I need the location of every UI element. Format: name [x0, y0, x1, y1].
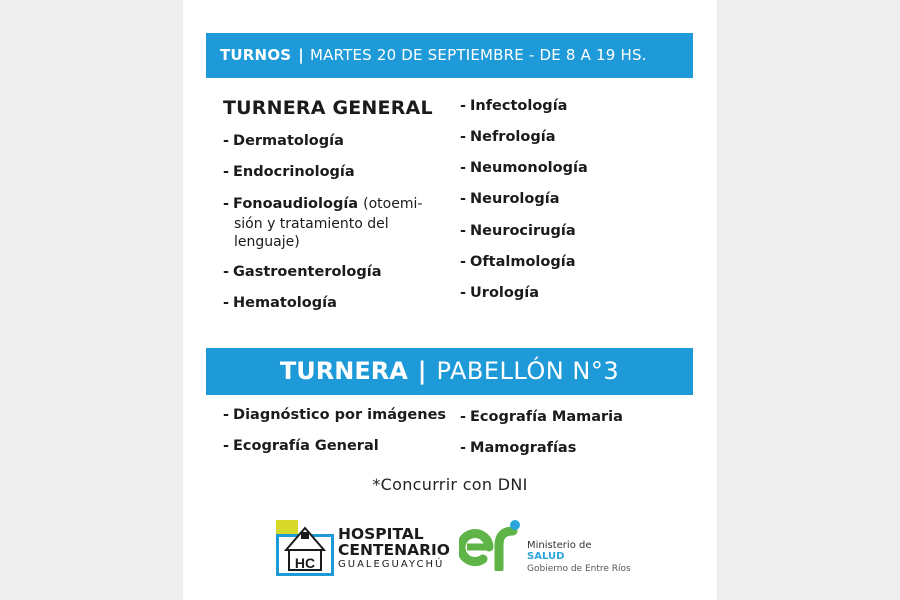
entre-rios-logo-icon: [459, 519, 529, 571]
list-item-neurocirugia: [460, 223, 576, 239]
list-item-diagnostico: [223, 407, 446, 423]
list-dash: -: [460, 440, 467, 456]
list-dash: -: [460, 254, 467, 270]
list-item-dermatologia: [223, 133, 344, 149]
list-item-ecografia-mamaria: [460, 409, 623, 425]
list-dash: -: [223, 407, 230, 423]
list-dash: -: [460, 223, 467, 239]
list-dash: -: [223, 295, 230, 311]
list-item-neurologia: [460, 191, 560, 207]
list-item-label: Endocrinología: [233, 164, 355, 180]
pabellon-text: PABELLÓN N°3: [436, 357, 620, 385]
list-dash: -: [460, 409, 467, 425]
list-dash: -: [460, 285, 467, 301]
list-item-neumonologia: [460, 160, 588, 176]
banner-separator: |: [417, 357, 427, 385]
list-item-label: Neurocirugía: [470, 223, 576, 239]
turnos-date-text: MARTES 20 DE SEPTIEMBRE - DE 8 A 19 HS.: [309, 46, 647, 64]
list-dash: -: [460, 129, 467, 145]
list-item-label: Dermatología: [233, 133, 344, 149]
list-item-label: Mamografías: [470, 440, 577, 456]
fono-note-line2: sión y tratamiento del: [234, 216, 389, 232]
pabellon-banner: [206, 348, 693, 395]
list-item-label: Infectología: [470, 98, 568, 114]
list-dash: -: [460, 191, 467, 207]
hospital-logo-icon: [276, 520, 334, 576]
list-item-label: Fonoaudiología: [233, 196, 359, 212]
list-item-ecografia-general: [223, 438, 379, 454]
list-item-label: Gastroenterología: [233, 264, 382, 280]
list-dash: -: [460, 160, 467, 176]
list-item-oftalmologia: [460, 254, 576, 270]
hospital-name-line1: HOSPITAL: [338, 525, 424, 543]
list-item-label: Neurología: [470, 191, 560, 207]
turnos-label: TURNOS: [220, 46, 292, 64]
flyer-card: [183, 0, 717, 600]
turnos-date-banner: [206, 33, 693, 78]
hc-mark: HC: [294, 555, 316, 571]
list-item-label: Diagnóstico por imágenes: [233, 407, 447, 423]
list-dash: -: [223, 196, 230, 212]
list-item-label: Neumonología: [470, 160, 588, 176]
list-dash: -: [223, 164, 230, 180]
fono-note-line1: (otoemi-: [363, 196, 423, 212]
list-item-fonoaudiologia: [223, 195, 422, 213]
list-dash: -: [223, 438, 230, 454]
list-item-label: Ecografía Mamaria: [470, 409, 623, 425]
list-item-urologia: [460, 285, 539, 301]
ministry-line2: SALUD: [527, 551, 565, 562]
list-item-hematologia: [223, 295, 337, 311]
turnera-label: TURNERA: [279, 357, 408, 385]
fono-note-line3: lenguaje): [234, 234, 300, 250]
hospital-name-line2: CENTENARIO: [338, 541, 450, 559]
list-dash: -: [460, 98, 467, 114]
ministry-line1: Ministerio de: [527, 540, 592, 551]
list-item-gastroenterologia: [223, 264, 382, 280]
list-item-label: Ecografía General: [233, 438, 379, 454]
list-item-label: Urología: [470, 285, 539, 301]
list-item-label: Oftalmología: [470, 254, 576, 270]
hospital-city: GUALEGUAYCHÚ: [338, 559, 445, 570]
list-dash: -: [223, 264, 230, 280]
list-item-label: Hematología: [233, 295, 337, 311]
dni-note: *Concurrir con DNI: [372, 475, 528, 494]
list-item-label: Nefrología: [470, 129, 556, 145]
ministry-line3: Gobierno de Entre Ríos: [527, 564, 631, 574]
turnera-general-heading: TURNERA GENERAL: [223, 97, 433, 119]
list-item-endocrinologia: [223, 164, 355, 180]
list-dash: -: [223, 133, 230, 149]
banner-separator: |: [298, 46, 304, 64]
list-item-infectologia: [460, 98, 567, 114]
list-item-nefrologia: [460, 129, 556, 145]
list-item-mamografias: [460, 440, 576, 456]
